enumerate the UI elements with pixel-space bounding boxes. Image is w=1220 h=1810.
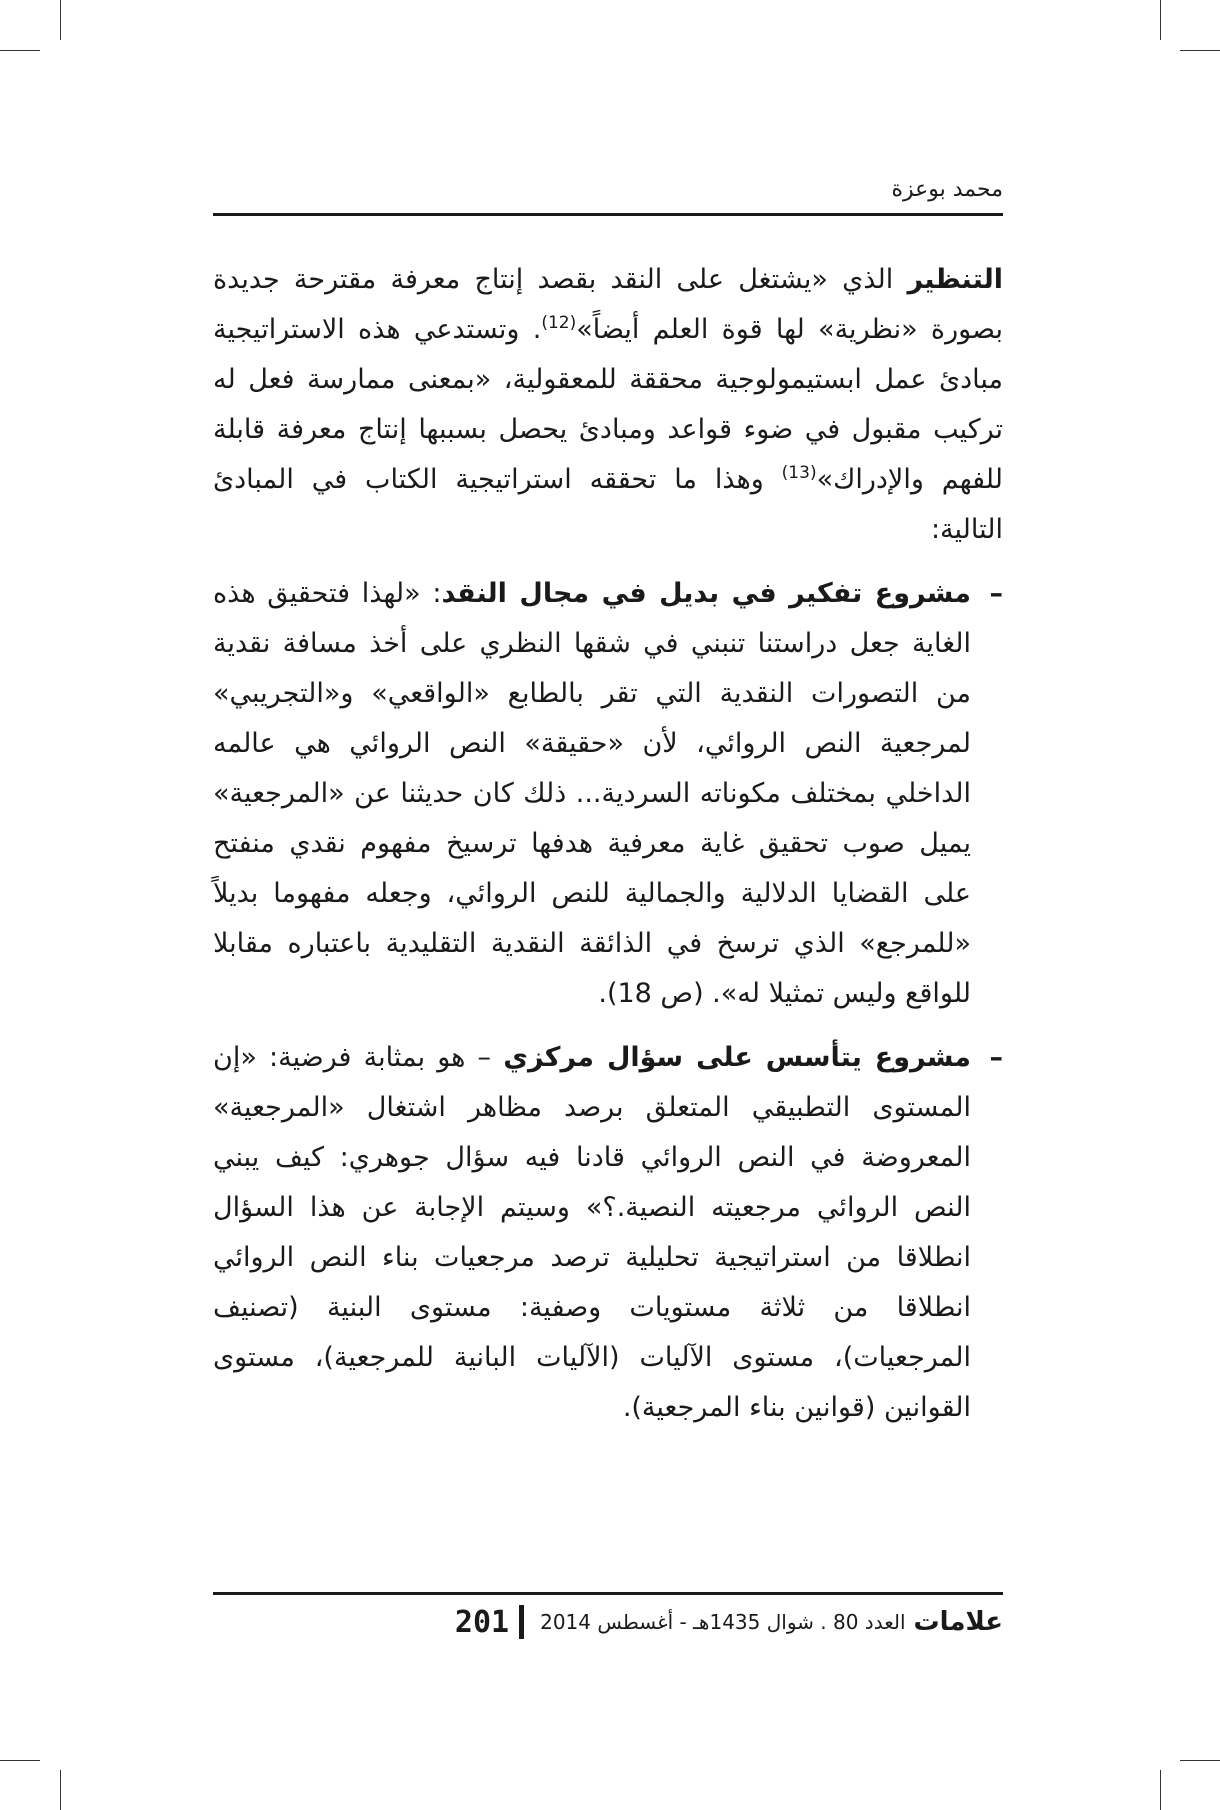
- paragraph-text: وهذا ما تحققه استراتيجية الكتاب في المبادئ التالية:: [213, 464, 1003, 545]
- bullet-text: : «لهذا فتحقيق هذه الغاية جعل دراستنا تنبني في شقها النظري على أخذ مسافة نقدية من التصورات النقدية التي تقر بالطابع «الواقعي» و«التجريبي» لمرجعية النص الروائي، لأن «حقيقة» النص الروائي هي عالمه الداخلي بمختلف مكوناته السردية... ذلك كان حديثنا عن «المرجعية» يميل صوب تحقيق غاية معرفية هدفها ترسيخ مفهوم نقدي منفتح على القضايا الدلالية والجمالية للنص الروائي، وجعله مفهوما بديلاً «للمرجع» الذي ترسخ في الذائقة النقدية التقليدية باعتباره مقابلا للواقع وليس تمثيلا له». (ص 18).: [213, 578, 971, 1009]
- running-header-author: محمد بوعزة: [891, 177, 1003, 202]
- crop-mark: [1180, 1760, 1220, 1761]
- footnote-ref: (12): [541, 313, 577, 333]
- bullet-dash: –: [989, 578, 1003, 609]
- article-body: [213, 255, 1003, 1433]
- paragraph-text: . وتستدعي هذه الاستراتيجية مبادئ عمل ابستيمولوجية محققة للمعقولية، «بمعنى ممارسة فعل له تركيب مقبول في ضوء قواعد ومبادئ يحصل بسببها إنتاج معرفة قابلة للفهم والإدراك»: [213, 314, 1003, 495]
- paragraph-text: الذي «يشتغل على النقد بقصد إنتاج معرفة مقترحة جديدة بصورة «نظرية» لها قوة العلم أيضاً»: [213, 264, 1003, 345]
- bullet-title: مشروع تفكير في بديل في مجال النقد: [441, 578, 971, 609]
- page-number: 201: [454, 1604, 510, 1640]
- lead-term: التنظير: [907, 264, 1003, 295]
- issue-info: العدد 80 . شوال 1435هـ - أغسطس 2014: [540, 1610, 906, 1634]
- header-rule: [213, 213, 1003, 216]
- bullet-item: [213, 1033, 1003, 1433]
- bullet-text: – هو بمثابة فرضية: «إن المستوى التطبيقي المتعلق برصد مظاهر اشتغال «المرجعية» المعروضة في النص الروائي قادنا فيه سؤال جوهري: كيف يبني النص الروائي مرجعيته النصية.؟» وسيتم الإجابة عن هذا السؤال انطلاقا من استراتيجية تحليلية ترصد مرجعيات بناء النص الروائي انطلاقا من ثلاثة مستويات وصفية: مستوى البنية (تصنيف المرجعيات)، مستوى الآليات (الآليات البانية للمرجعية)، مستوى القوانين (قوانين بناء المرجعية).: [213, 1042, 971, 1423]
- crop-mark: [1160, 0, 1161, 40]
- crop-mark: [1160, 1770, 1161, 1810]
- bullet-item: [213, 569, 1003, 1019]
- crop-mark: [60, 0, 61, 40]
- bullet-dash: –: [989, 1042, 1003, 1073]
- paragraph: [213, 255, 1003, 555]
- crop-mark: [60, 1770, 61, 1810]
- footer-rule: [213, 1592, 1003, 1595]
- footnote-ref: (13): [781, 463, 817, 483]
- crop-mark: [1180, 50, 1220, 51]
- footer-separator: [519, 1605, 524, 1639]
- crop-mark: [0, 1760, 40, 1761]
- page-footer: [213, 1602, 1003, 1642]
- bullet-title: مشروع يتأسس على سؤال مركزي: [503, 1042, 972, 1073]
- crop-mark: [0, 50, 40, 51]
- journal-logo: علامات: [913, 1607, 1003, 1637]
